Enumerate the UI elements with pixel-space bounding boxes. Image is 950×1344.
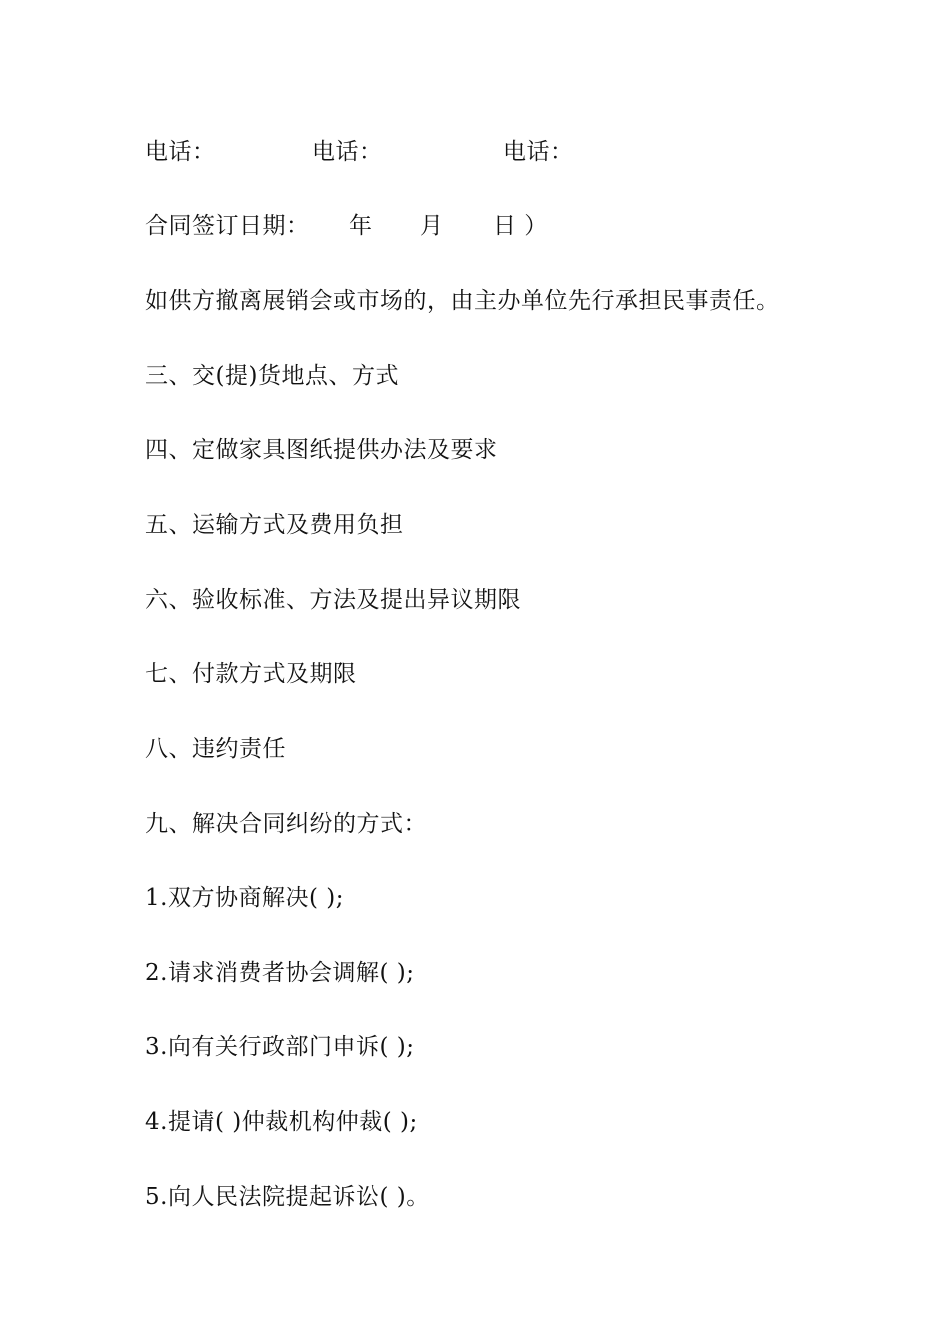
withdrawal-note: 如供方撤离展销会或市场的，由主办单位先行承担民事责任。 [145, 288, 780, 314]
section-heading: 三、交(提)货地点、方式 [145, 363, 399, 389]
signing-date-row [145, 211, 845, 241]
year-label: 年 [349, 213, 373, 239]
signing-date-label: 合同签订日期： [145, 213, 310, 239]
section-heading: 四、定做家具图纸提供办法及要求 [145, 437, 498, 463]
month-label: 月 [420, 213, 444, 239]
dispute-option: 2.请求消费者协会调解( ); [145, 960, 415, 986]
section-heading: 六、验收标准、方法及提出异议期限 [145, 587, 521, 613]
section-heading: 七、付款方式及期限 [145, 661, 357, 687]
section-heading: 五、运输方式及费用负担 [145, 512, 404, 538]
phone-label: 电话： [503, 139, 574, 165]
section-heading: 八、违约责任 [145, 736, 286, 762]
phone-row [145, 137, 845, 167]
dispute-option: 5.向人民法院提起诉讼( )。 [145, 1184, 430, 1210]
dispute-option: 4.提请( )仲裁机构仲裁( ); [145, 1109, 418, 1135]
phone-label: 电话： [312, 139, 383, 165]
phone-label: 电话： [145, 139, 216, 165]
day-label: 日 ） [493, 213, 548, 239]
dispute-option: 1.双方协商解决( ); [145, 885, 344, 911]
dispute-option: 3.向有关行政部门申诉( ); [145, 1034, 415, 1060]
section-heading: 九、解决合同纠纷的方式： [145, 811, 427, 837]
